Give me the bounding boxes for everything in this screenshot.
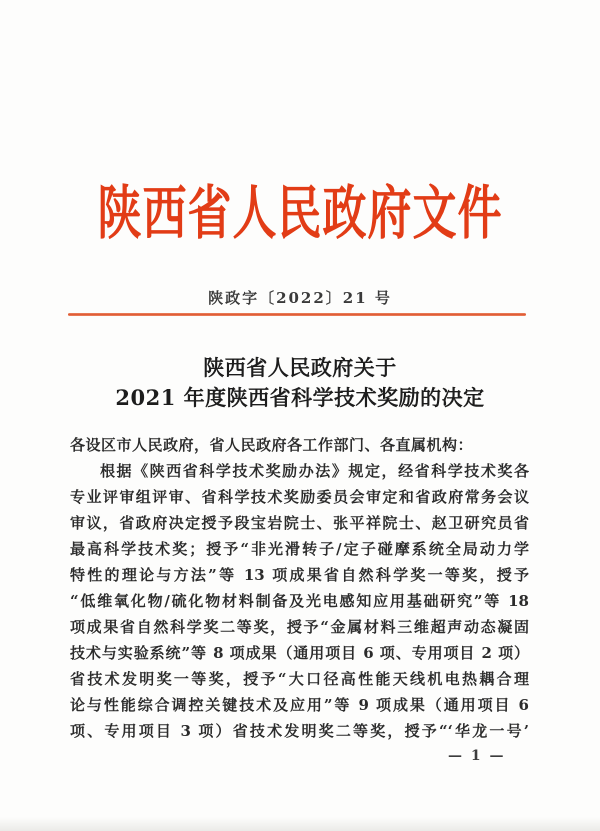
body-line: 论与性能综合调控关键技术及应用”等 9 项成果（通用项目 6	[70, 696, 529, 714]
body-paragraph	[70, 432, 529, 744]
body-line: 省技术发明奖一等奖，授予“大口径高性能天线机电热耦合理	[70, 670, 529, 688]
document-reference-number: 陕政字〔2022〕21 号	[208, 289, 392, 307]
body-line: 特性的理论与方法”等 13 项成果省自然科学奖一等奖，授予	[70, 566, 529, 584]
document-title-line-1: 陕西省人民政府关于	[203, 355, 397, 380]
body-line: 项、专用项目 3 项）省技术发明奖二等奖，授予“‘华龙一号’	[70, 722, 529, 740]
body-line: 项成果省自然科学奖二等奖，授予“金属材料三维超声动态凝固	[70, 618, 529, 636]
salutation-line: 各设区市人民政府，省人民政府各工作部门、各直属机构：	[70, 436, 474, 454]
body-line: “低维氧化物/硫化物材料制备及光电感知应用基础研究”等 18	[70, 592, 529, 610]
body-line: 技术与实验系统”等 8 项成果（通用项目 6 项、专用项目 2 项）	[70, 644, 529, 662]
letterhead-separator-line	[68, 313, 526, 316]
body-line: 最高科学技术奖；授予“非光滑转子/定子碰摩系统全局动力学	[70, 540, 529, 558]
letterhead-title: 陕西省人民政府文件	[97, 180, 503, 248]
page-number: — 1 —	[448, 748, 506, 764]
document-title	[0, 353, 600, 413]
body-line: 审议，省政府决定授予段宝岩院士、张平祥院士、赵卫研究员省	[70, 514, 529, 532]
body-line: 专业评审组评审、省科学技术奖励委员会审定和省政府常务会议	[70, 488, 529, 506]
body-line: 根据《陕西省科学技术奖励办法》规定，经省科学技术奖各	[100, 462, 529, 480]
document-title-line-2: 2021 年度陕西省科学技术奖励的决定	[115, 385, 485, 410]
